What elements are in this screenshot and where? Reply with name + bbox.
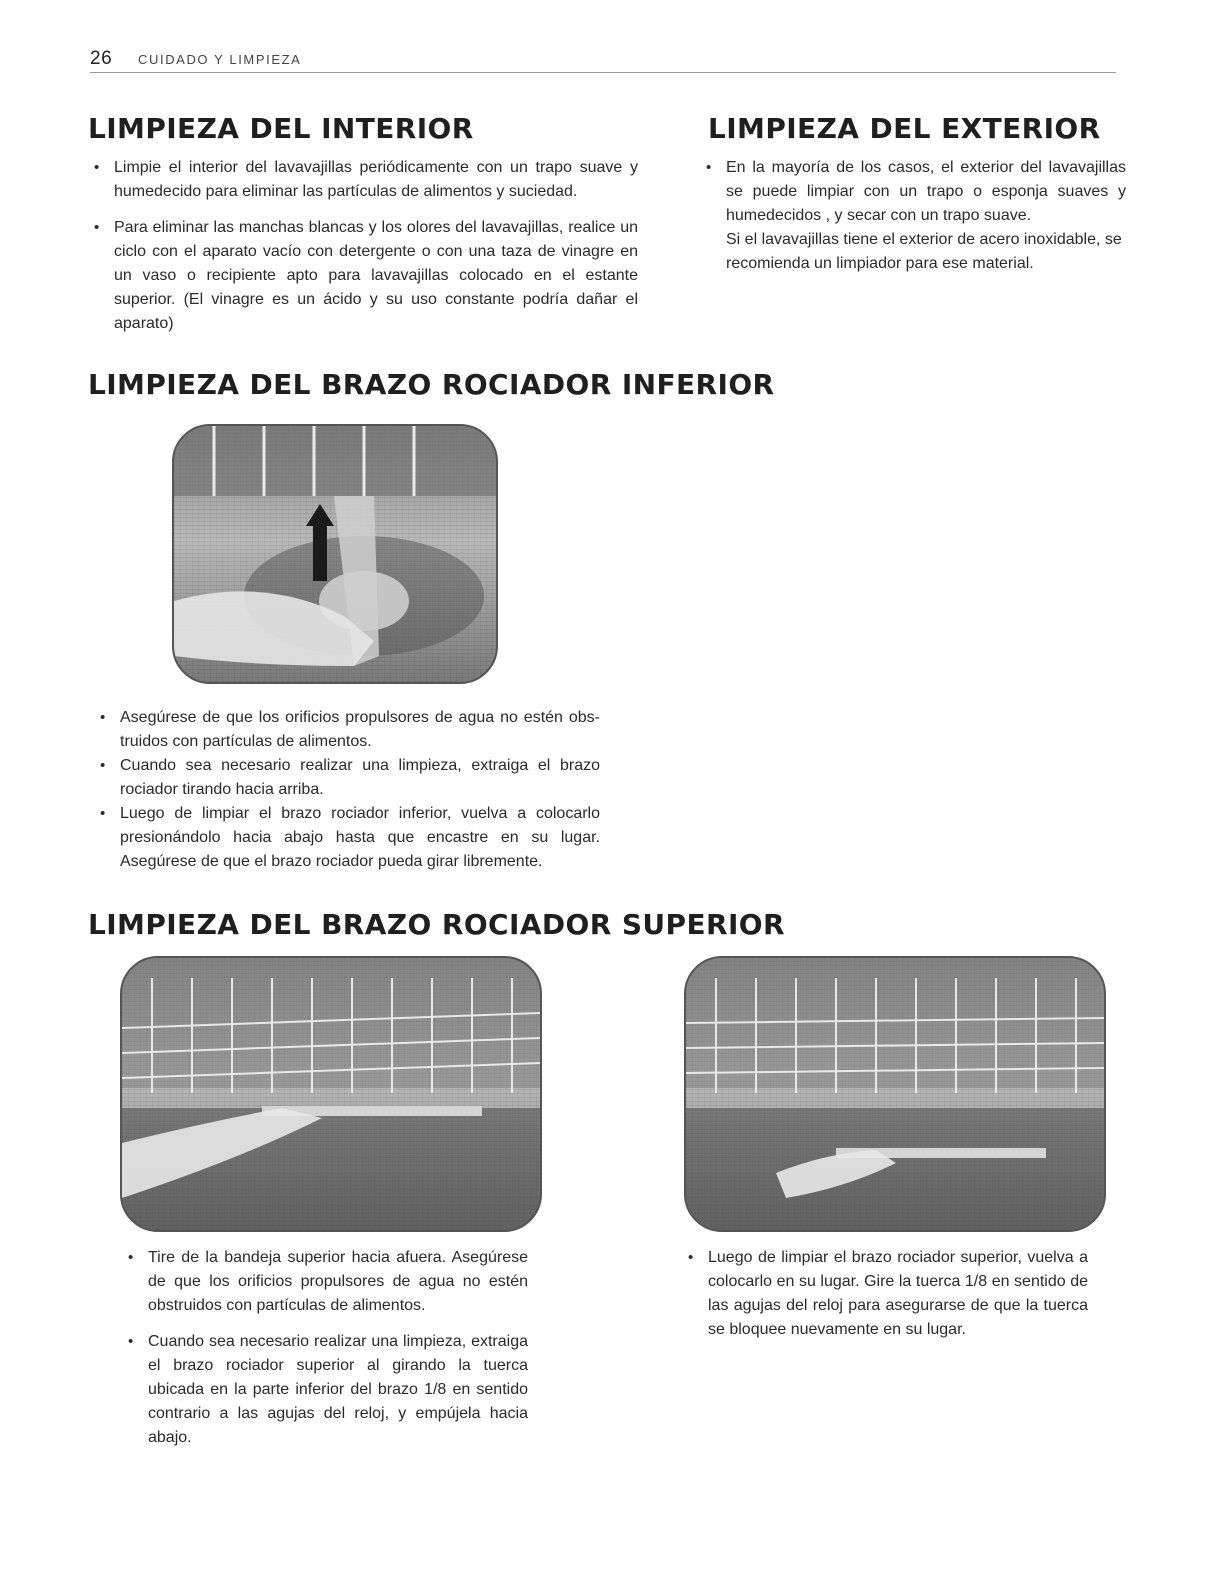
upper-rack-photo-right [684, 956, 1106, 1232]
list-item: • Cuando sea necesario realizar una limpieza, extraiga el brazo rociador superior al girando la tuerca ubicada en la parte inferior del brazo 1/8 en sentido contrario a las agujas del reloj, y empújela hacia abajo. [122, 1330, 528, 1450]
lower-arm-heading: LIMPIEZA DEL BRAZO ROCIADOR INFERIOR [88, 368, 775, 401]
upper-rack-illustration-right [686, 958, 1104, 1230]
upper-arm-heading: LIMPIEZA DEL BRAZO ROCIADOR SUPERIOR [88, 908, 785, 941]
upper-arm-list-left [122, 1246, 528, 1462]
list-item: • Limpie el interior del lavavajillas periódicamente con un trapo suave y humedecido para eliminar las partículas de alimentos y suciedad. [88, 156, 638, 204]
list-item: • En la mayoría de los casos, el exterior del lavavajillas se puede limpiar con un trapo o esponja suaves y humedecidos , y secar con un trapo suave. [700, 156, 1126, 228]
list-item: • Para eliminar las manchas blancas y los olores del lavavajillas, realice un ciclo con el aparato vacío con detergente o con una taza de vinagre en un vaso o recipiente apto para lavavajillas colocado en el estante superior. (El vinagre es un ácido y su uso constante podría dañar el aparato) [88, 216, 638, 336]
page-number: 26 [90, 48, 113, 69]
exterior-text [700, 156, 1126, 276]
exterior-continuation: Si el lavavajillas tiene el exterior de acero inoxidable, se recomienda un limpiador para ese material. [726, 231, 1122, 272]
interior-list [88, 156, 638, 348]
upper-rack-illustration-left [122, 958, 540, 1230]
list-item: • Luego de limpiar el brazo rociador superior, vuelva a colocarlo en su lugar. Gire la tuerca 1/8 en sentido de las agujas del reloj para asegurarse de que la tuerca se bloquee nuevamente en su lugar. [682, 1246, 1088, 1342]
page-header [90, 48, 1116, 73]
list-item: • Tire de la bandeja superior hacia afuera. Asegúrese de que los orificios propulsores de agua no estén obstruidos con partículas de alimentos. [122, 1246, 528, 1318]
lower-spray-arm-photo [172, 424, 498, 684]
upper-arm-list-right [682, 1246, 1088, 1354]
section-title: CUIDADO Y LIMPIEZA [138, 52, 302, 67]
exterior-heading: LIMPIEZA DEL EXTERIOR [708, 112, 1101, 145]
list-item: • Luego de limpiar el brazo rociador inferior, vuelva a colocarlo presionándolo hacia abajo hasta que encastre en su lugar. Asegúrese de que el brazo rociador pueda girar libremente. [94, 802, 600, 874]
lower-arm-list [94, 706, 600, 874]
upper-rack-photo-left [120, 956, 542, 1232]
list-item: • Cuando sea necesario realizar una limpieza, extraiga el brazo rociador tirando hacia arriba. [94, 754, 600, 802]
interior-heading: LIMPIEZA DEL INTERIOR [88, 112, 474, 145]
lower-arm-illustration [174, 426, 496, 682]
list-item: • Asegúrese de que los orificios propulsores de agua no estén obs-truidos con partículas de alimentos. [94, 706, 600, 754]
